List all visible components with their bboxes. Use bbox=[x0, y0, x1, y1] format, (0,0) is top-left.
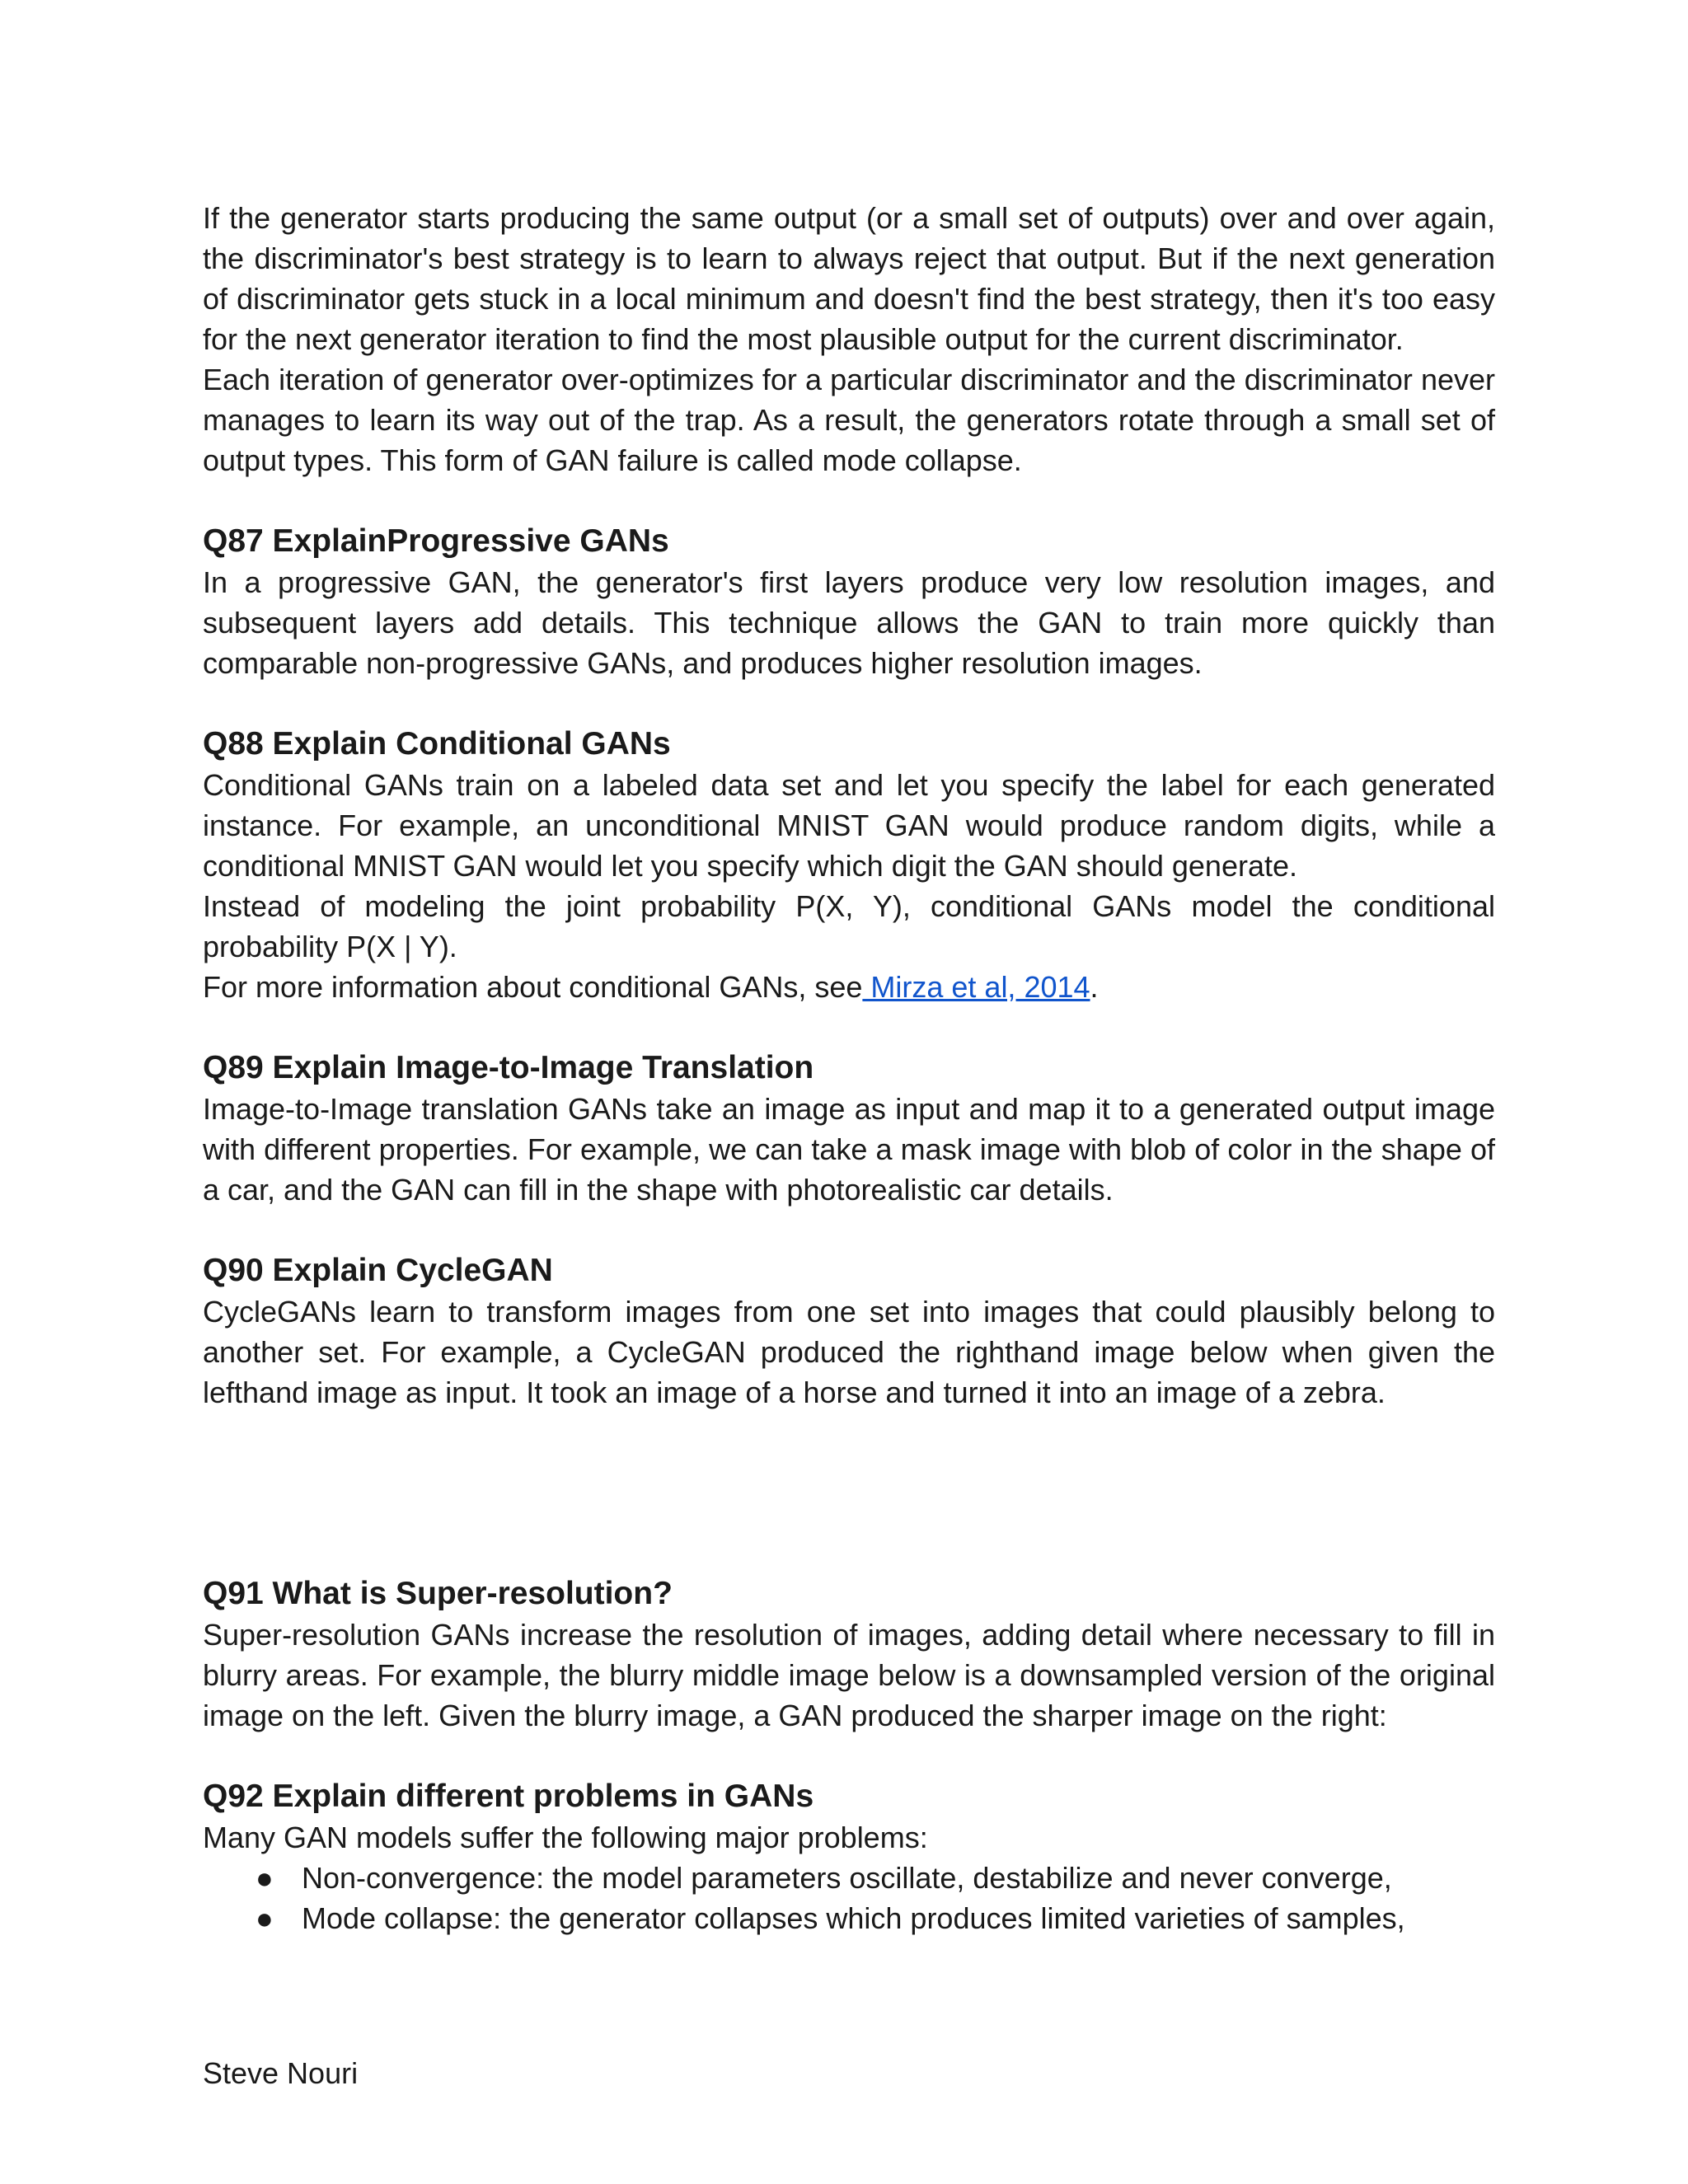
q89-heading: Q89 Explain Image-to-Image Translation bbox=[203, 1050, 814, 1085]
q88-reference-period: . bbox=[1090, 970, 1099, 1004]
q88-paragraph-1: Conditional GANs train on a labeled data set and let you specify the label for each generated instance. For example, an unconditional MNIST GAN would produce random digits, while a conditional MNIST GAN would let you specify which digit the GAN should generate. bbox=[203, 768, 1495, 883]
document-body bbox=[203, 198, 1495, 1938]
image-placeholder-space bbox=[203, 1413, 1495, 1573]
q87-section bbox=[203, 521, 1495, 683]
bullet-text: Non-convergence: the model parameters oscillate, destabilize and never converge, bbox=[302, 1861, 1392, 1895]
q88-reference-text: For more information about conditional GANs, see bbox=[203, 970, 863, 1004]
bullet-icon: ● bbox=[256, 1901, 274, 1935]
bullet-text: Mode collapse: the generator collapses which produces limited varieties of samples, bbox=[302, 1901, 1405, 1935]
q92-bullet-list bbox=[203, 1858, 1495, 1938]
q88-paragraph-3 bbox=[203, 967, 1495, 1007]
q87-paragraph: In a progressive GAN, the generator's first layers produce very low resolution images, and subsequent layers add details. This technique allows the GAN to train more quickly than comparable non-progressive GANs, and produces higher resolution images. bbox=[203, 565, 1495, 680]
q90-section bbox=[203, 1250, 1495, 1413]
q88-heading: Q88 Explain Conditional GANs bbox=[203, 726, 671, 762]
list-item bbox=[203, 1858, 1495, 1898]
q92-section bbox=[203, 1776, 1495, 1938]
q90-heading: Q90 Explain CycleGAN bbox=[203, 1253, 553, 1288]
q91-heading: Q91 What is Super-resolution? bbox=[203, 1576, 673, 1611]
q92-heading: Q92 Explain different problems in GANs bbox=[203, 1779, 814, 1814]
q88-paragraph-2: Instead of modeling the joint probability P(X, Y), conditional GANs model the conditional probability P(X | Y). bbox=[203, 889, 1495, 963]
q91-paragraph: Super-resolution GANs increase the resolution of images, adding detail where necessary to fill in blurry areas. For example, the blurry middle image below is a downsampled version of the original image on the left. Given the blurry image, a GAN produced the sharper image on the right: bbox=[203, 1618, 1495, 1732]
mirza-reference-link[interactable]: Mirza et al, 2014 bbox=[862, 970, 1090, 1004]
intro-paragraph-1: If the generator starts producing the same output (or a small set of outputs) over and over again, the discriminator's best strategy is to learn to always reject that output. But if the next generation of discriminator gets stuck in a local minimum and doesn't find the best strategy, then it's too easy for the next generator iteration to find the most plausible output for the current discriminator. bbox=[203, 201, 1495, 356]
q89-paragraph: Image-to-Image translation GANs take an image as input and map it to a generated output image with different properties. For example, we can take a mask image with blob of color in the shape of a car, and the GAN can fill in the shape with photorealistic car details. bbox=[203, 1092, 1495, 1207]
q92-paragraph: Many GAN models suffer the following major problems: bbox=[203, 1821, 928, 1854]
intro-paragraph-2: Each iteration of generator over-optimizes for a particular discriminator and the discriminator never manages to learn its way out of the trap. As a result, the generators rotate through a small set of output types. This form of GAN failure is called mode collapse. bbox=[203, 363, 1495, 477]
q88-section bbox=[203, 724, 1495, 1007]
list-item bbox=[203, 1898, 1495, 1938]
q89-section bbox=[203, 1047, 1495, 1210]
bullet-icon: ● bbox=[256, 1861, 274, 1895]
intro-section bbox=[203, 198, 1495, 480]
q87-heading: Q87 ExplainProgressive GANs bbox=[203, 523, 669, 559]
q91-section bbox=[203, 1573, 1495, 1736]
footer-author: Steve Nouri bbox=[203, 2056, 359, 2090]
q90-paragraph: CycleGANs learn to transform images from one set into images that could plausibly belong to another set. For example, a CycleGAN produced the righthand image below when given the lefthand image as input. It took an image of a horse and turned it into an image of a zebra. bbox=[203, 1295, 1495, 1409]
